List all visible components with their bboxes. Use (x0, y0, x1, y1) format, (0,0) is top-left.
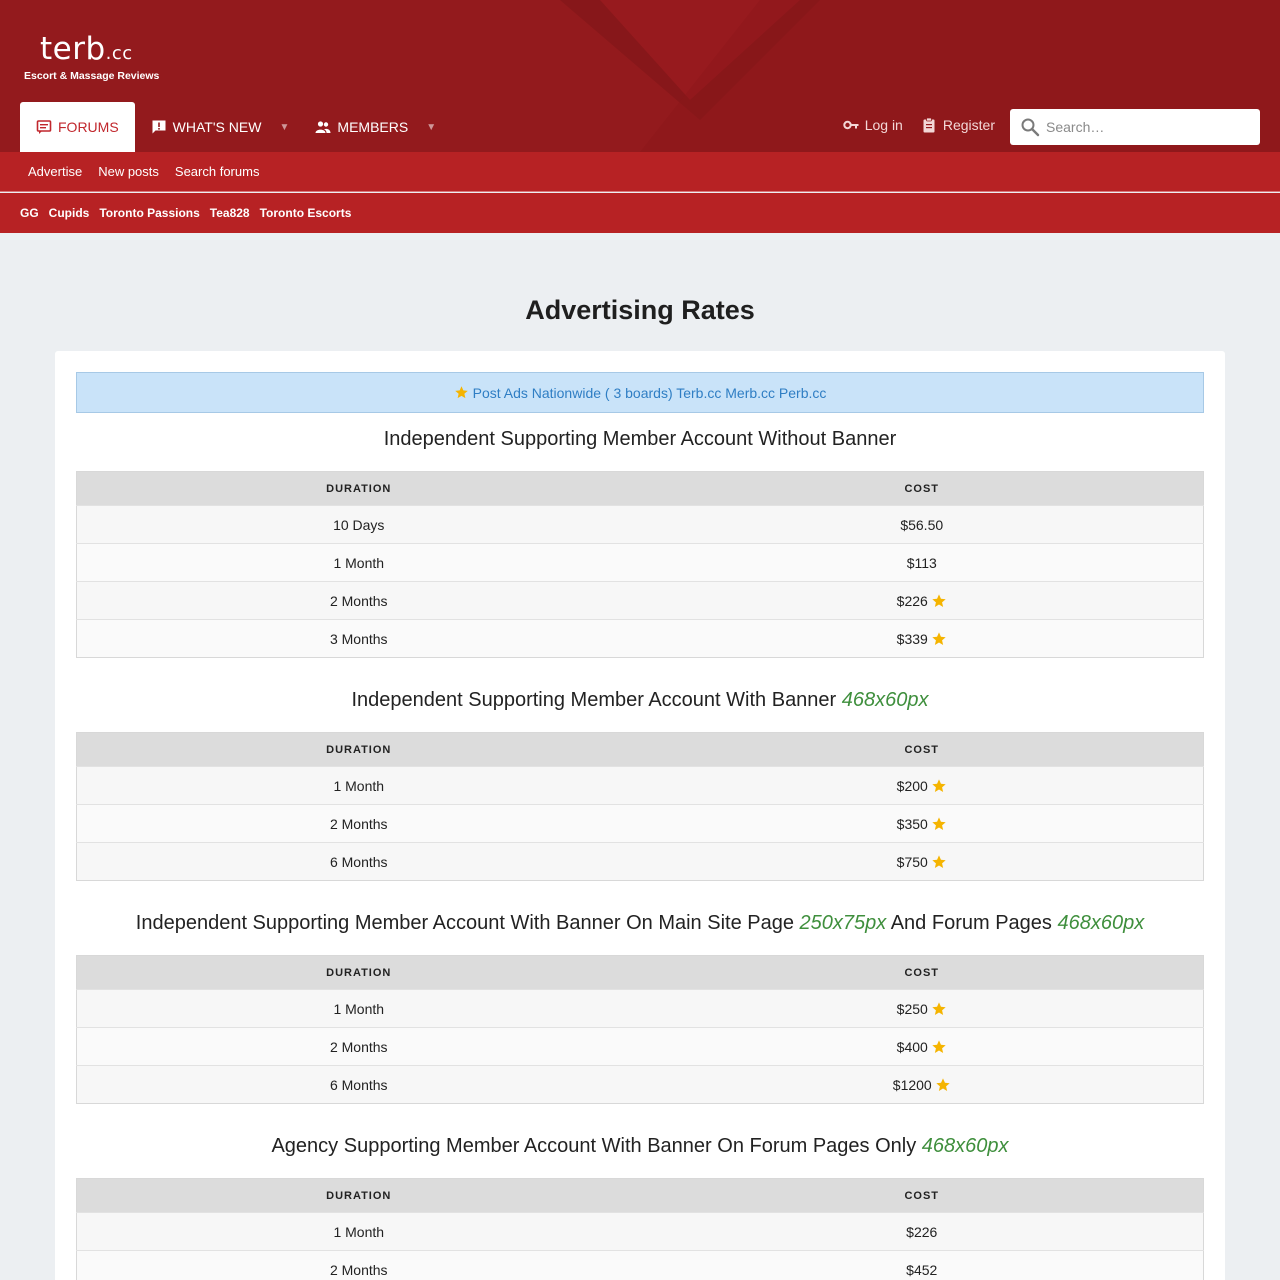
cost-value-wrap (906, 1224, 937, 1240)
partner-link[interactable]: GG (20, 206, 39, 220)
duration-cell: 2 Months (77, 1028, 641, 1066)
page-title: Advertising Rates (525, 295, 755, 325)
rate-table (76, 471, 1204, 658)
cost-cell (641, 1028, 1204, 1066)
cost-value: $350 (896, 815, 928, 832)
logo-tagline: Escort & Massage Reviews (24, 70, 160, 82)
cost-value-wrap (906, 1262, 937, 1278)
column-header-duration: DURATION (77, 956, 641, 990)
tab-whats-new[interactable] (135, 102, 278, 152)
table-row (77, 805, 1204, 843)
partner-links (0, 193, 1280, 233)
cost-value: $56.50 (900, 516, 944, 533)
cost-cell (641, 767, 1204, 805)
cost-value-wrap (900, 517, 943, 533)
tab-members-label: MEMBERS (337, 119, 409, 135)
section-title (76, 1134, 1204, 1158)
rates-card (55, 351, 1225, 1280)
banner-dimensions: 250x75px (799, 912, 887, 934)
duration-cell: 1 Month (77, 990, 641, 1028)
duration-cell: 3 Months (77, 620, 641, 658)
rate-table (76, 1178, 1204, 1280)
duration-cell: 6 Months (77, 1066, 641, 1104)
star-icon (931, 816, 947, 832)
members-icon (315, 119, 331, 135)
partner-link[interactable]: Toronto Escorts (259, 206, 352, 220)
duration-cell: 6 Months (77, 843, 641, 881)
banner-dimensions: 468x60px (841, 689, 929, 711)
cost-value-wrap (897, 816, 947, 832)
tab-forums-label: FORUMS (58, 119, 119, 135)
subnav-advertise[interactable]: Advertise (28, 164, 83, 179)
members-dropdown-toggle[interactable] (416, 102, 446, 152)
cost-cell (641, 544, 1204, 582)
sub-nav (0, 152, 1280, 192)
cost-value: $250 (896, 1000, 928, 1017)
cost-value: $400 (896, 1038, 928, 1055)
table-row (77, 843, 1204, 881)
notice-text: Post Ads Nationwide ( 3 boards) Terb.cc Merb.cc Perb.cc (472, 384, 827, 401)
table-row (77, 1213, 1204, 1251)
tab-forums[interactable] (20, 102, 135, 152)
cost-value: $1200 (892, 1076, 932, 1093)
rate-table (76, 732, 1204, 881)
cost-cell (641, 1213, 1204, 1251)
table-header-row (77, 472, 1204, 506)
cost-value-wrap (897, 1001, 947, 1017)
search-box[interactable] (1010, 109, 1260, 145)
logo-wordmark: terb.cc (40, 31, 133, 67)
register-label: Register (942, 117, 995, 133)
table-row (77, 1066, 1204, 1104)
whats-new-dropdown-toggle[interactable] (269, 102, 299, 152)
column-header-cost: COST (641, 472, 1204, 506)
register-link[interactable] (921, 117, 995, 133)
star-icon (454, 385, 469, 400)
cost-value-wrap (897, 854, 947, 870)
main-nav (20, 102, 446, 152)
rate-table (76, 955, 1204, 1104)
section-title-text: Independent Supporting Member Account With Banner On Main Site Page (135, 912, 800, 934)
login-label: Log in (864, 117, 903, 133)
cost-value-wrap (897, 778, 947, 794)
search-icon (1020, 117, 1040, 137)
banner-dimensions: 468x60px (921, 1135, 1009, 1157)
star-icon (931, 1001, 947, 1017)
section-title-text: And Forum Pages (886, 912, 1058, 934)
section-title-text: Independent Supporting Member Account With Banner (351, 689, 842, 711)
duration-cell: 10 Days (77, 506, 641, 544)
tab-whats-new-label: WHAT'S NEW (172, 119, 262, 135)
section-title (76, 688, 1204, 712)
clipboard-icon (921, 117, 937, 133)
caret-down-icon: ▼ (279, 121, 290, 133)
cost-cell (641, 990, 1204, 1028)
table-header-row (77, 1179, 1204, 1213)
partner-link[interactable]: Toronto Passions (99, 206, 200, 220)
cost-value-wrap (897, 631, 947, 647)
star-icon (931, 854, 947, 870)
star-icon (931, 593, 947, 609)
cost-cell (641, 1251, 1204, 1280)
cost-value: $200 (896, 777, 928, 794)
cost-value-wrap (897, 1039, 947, 1055)
site-logo[interactable] (24, 31, 160, 82)
cost-value: $226 (896, 592, 928, 609)
star-icon (935, 1077, 951, 1093)
cost-cell (641, 843, 1204, 881)
key-icon (843, 117, 859, 133)
cost-value: $113 (906, 554, 937, 571)
banner-dimensions: 468x60px (1057, 912, 1145, 934)
column-header-cost: COST (641, 1179, 1204, 1213)
star-icon (931, 631, 947, 647)
partner-link[interactable]: Tea828 (209, 206, 250, 220)
cost-value: $452 (906, 1261, 938, 1278)
cost-value-wrap (907, 555, 937, 571)
star-icon (931, 1039, 947, 1055)
duration-cell: 1 Month (77, 544, 641, 582)
forum-icon (36, 119, 52, 135)
column-header-cost: COST (641, 733, 1204, 767)
column-header-cost: COST (641, 956, 1204, 990)
cost-cell (641, 582, 1204, 620)
table-row (77, 767, 1204, 805)
cost-cell (641, 620, 1204, 658)
section-title-text: Agency Supporting Member Account With Banner On Forum Pages Only (271, 1135, 922, 1157)
duration-cell: 1 Month (77, 1213, 641, 1251)
account-links (843, 112, 995, 138)
star-icon (931, 778, 947, 794)
cost-cell (641, 1066, 1204, 1104)
site-header (0, 0, 1280, 152)
duration-cell: 1 Month (77, 767, 641, 805)
cost-value: $226 (906, 1223, 938, 1240)
subnav-new-posts[interactable]: New posts (98, 164, 159, 179)
table-row (77, 990, 1204, 1028)
table-header-row (77, 956, 1204, 990)
tab-members[interactable] (299, 102, 424, 152)
search-input[interactable] (1046, 119, 1246, 135)
table-row (77, 582, 1204, 620)
subnav-search-forums[interactable]: Search forums (174, 164, 260, 179)
table-row (77, 1028, 1204, 1066)
column-header-duration: DURATION (77, 733, 641, 767)
cost-value-wrap (897, 593, 947, 609)
whats-new-icon (151, 119, 167, 135)
table-row (77, 544, 1204, 582)
duration-cell: 2 Months (77, 1251, 641, 1280)
login-link[interactable] (843, 117, 903, 133)
section-title (76, 427, 1204, 451)
column-header-duration: DURATION (77, 472, 641, 506)
nationwide-notice (76, 372, 1204, 413)
cost-cell (641, 506, 1204, 544)
cost-cell (641, 805, 1204, 843)
caret-down-icon: ▼ (426, 121, 437, 133)
table-row (77, 1251, 1204, 1280)
table-header-row (77, 733, 1204, 767)
table-row (77, 620, 1204, 658)
cost-value-wrap (893, 1077, 951, 1093)
column-header-duration: DURATION (77, 1179, 641, 1213)
partner-link[interactable]: Cupids (48, 206, 90, 220)
section-title-text: Independent Supporting Member Account Without Banner (383, 428, 897, 450)
section-title (76, 911, 1204, 935)
duration-cell: 2 Months (77, 582, 641, 620)
duration-cell: 2 Months (77, 805, 641, 843)
rate-sections (76, 427, 1204, 1280)
cost-value: $339 (896, 630, 928, 647)
cost-value: $750 (896, 853, 928, 870)
table-row (77, 506, 1204, 544)
